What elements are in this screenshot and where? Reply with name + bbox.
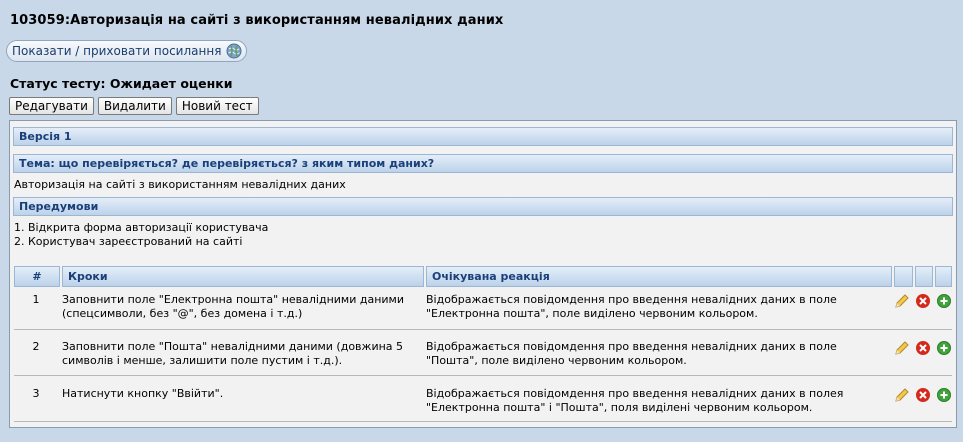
column-header-edit	[894, 266, 913, 287]
pencil-icon[interactable]	[894, 387, 910, 403]
step-expected-reaction: Відображається повідомдення про введення невалідних даних в поле "Електронна пошта", поле виділено червоним кольором.	[426, 293, 837, 320]
step-action: Заповнити поле "Пошта" невалідними даними (довжина 5 символів і менше, залишити поле пустим і т.д.).	[62, 340, 404, 367]
row-divider	[14, 375, 952, 376]
row-actions	[894, 340, 952, 356]
step-action: Заповнити поле "Електронна пошта" невалідними даними (спецсимволи, без "@", без домена і т.д.)	[62, 293, 404, 320]
toggle-links-label: Показати / приховати посилання	[12, 44, 222, 58]
delete-icon[interactable]	[915, 387, 931, 403]
row-actions	[894, 293, 952, 309]
toggle-links-button[interactable]	[6, 40, 247, 62]
step-action: Натиснути кнопку "Ввійти".	[62, 387, 224, 400]
test-status: Статус тесту: Ожидает оценки	[10, 76, 233, 91]
row-divider	[14, 421, 952, 422]
new-test-button[interactable]: Новий тест	[176, 97, 259, 115]
column-header-delete	[915, 266, 933, 287]
column-header-number: #	[14, 266, 60, 287]
add-icon[interactable]	[936, 340, 952, 356]
globe-icon	[226, 43, 242, 59]
test-panel	[9, 120, 957, 428]
row-divider	[14, 329, 952, 330]
delete-icon[interactable]	[915, 340, 931, 356]
topic-text: Авторизація на сайті з використанням невалідних даних	[14, 178, 346, 191]
toolbar	[9, 97, 259, 115]
topic-header: Тема: що перевіряється? де перевіряється? з яким типом даних?	[13, 154, 953, 173]
row-actions	[894, 387, 952, 403]
version-header: Версія 1	[13, 127, 953, 146]
precondition-item: 1. Відкрита форма авторизації користувача	[14, 221, 269, 234]
step-number: 3	[32, 387, 40, 400]
preconditions-header: Передумови	[13, 197, 953, 216]
pencil-icon[interactable]	[894, 293, 910, 309]
step-expected-reaction: Відображається повідомдення про введення невалідних даних в поле "Пошта", поле виділено червоним кольором.	[426, 340, 837, 367]
step-expected-reaction: Відображається повідомдення про введення невалідних даних в полея "Електронна пошта" і "Пошта", поля виділені червоним кольором.	[426, 387, 844, 414]
precondition-item: 2. Користувач зареєстрований на сайті	[14, 235, 243, 248]
column-header-add	[935, 266, 952, 287]
column-header-reaction: Очікувана реакція	[426, 266, 892, 287]
delete-button[interactable]: Видалити	[98, 97, 172, 115]
edit-button[interactable]: Редагувати	[9, 97, 94, 115]
add-icon[interactable]	[936, 387, 952, 403]
page-title: 103059:Авторизація на сайті з використанням невалідних даних	[10, 13, 504, 28]
delete-icon[interactable]	[915, 293, 931, 309]
step-number: 1	[32, 293, 40, 306]
column-header-steps: Кроки	[62, 266, 424, 287]
add-icon[interactable]	[936, 293, 952, 309]
step-number: 2	[32, 340, 40, 353]
pencil-icon[interactable]	[894, 340, 910, 356]
